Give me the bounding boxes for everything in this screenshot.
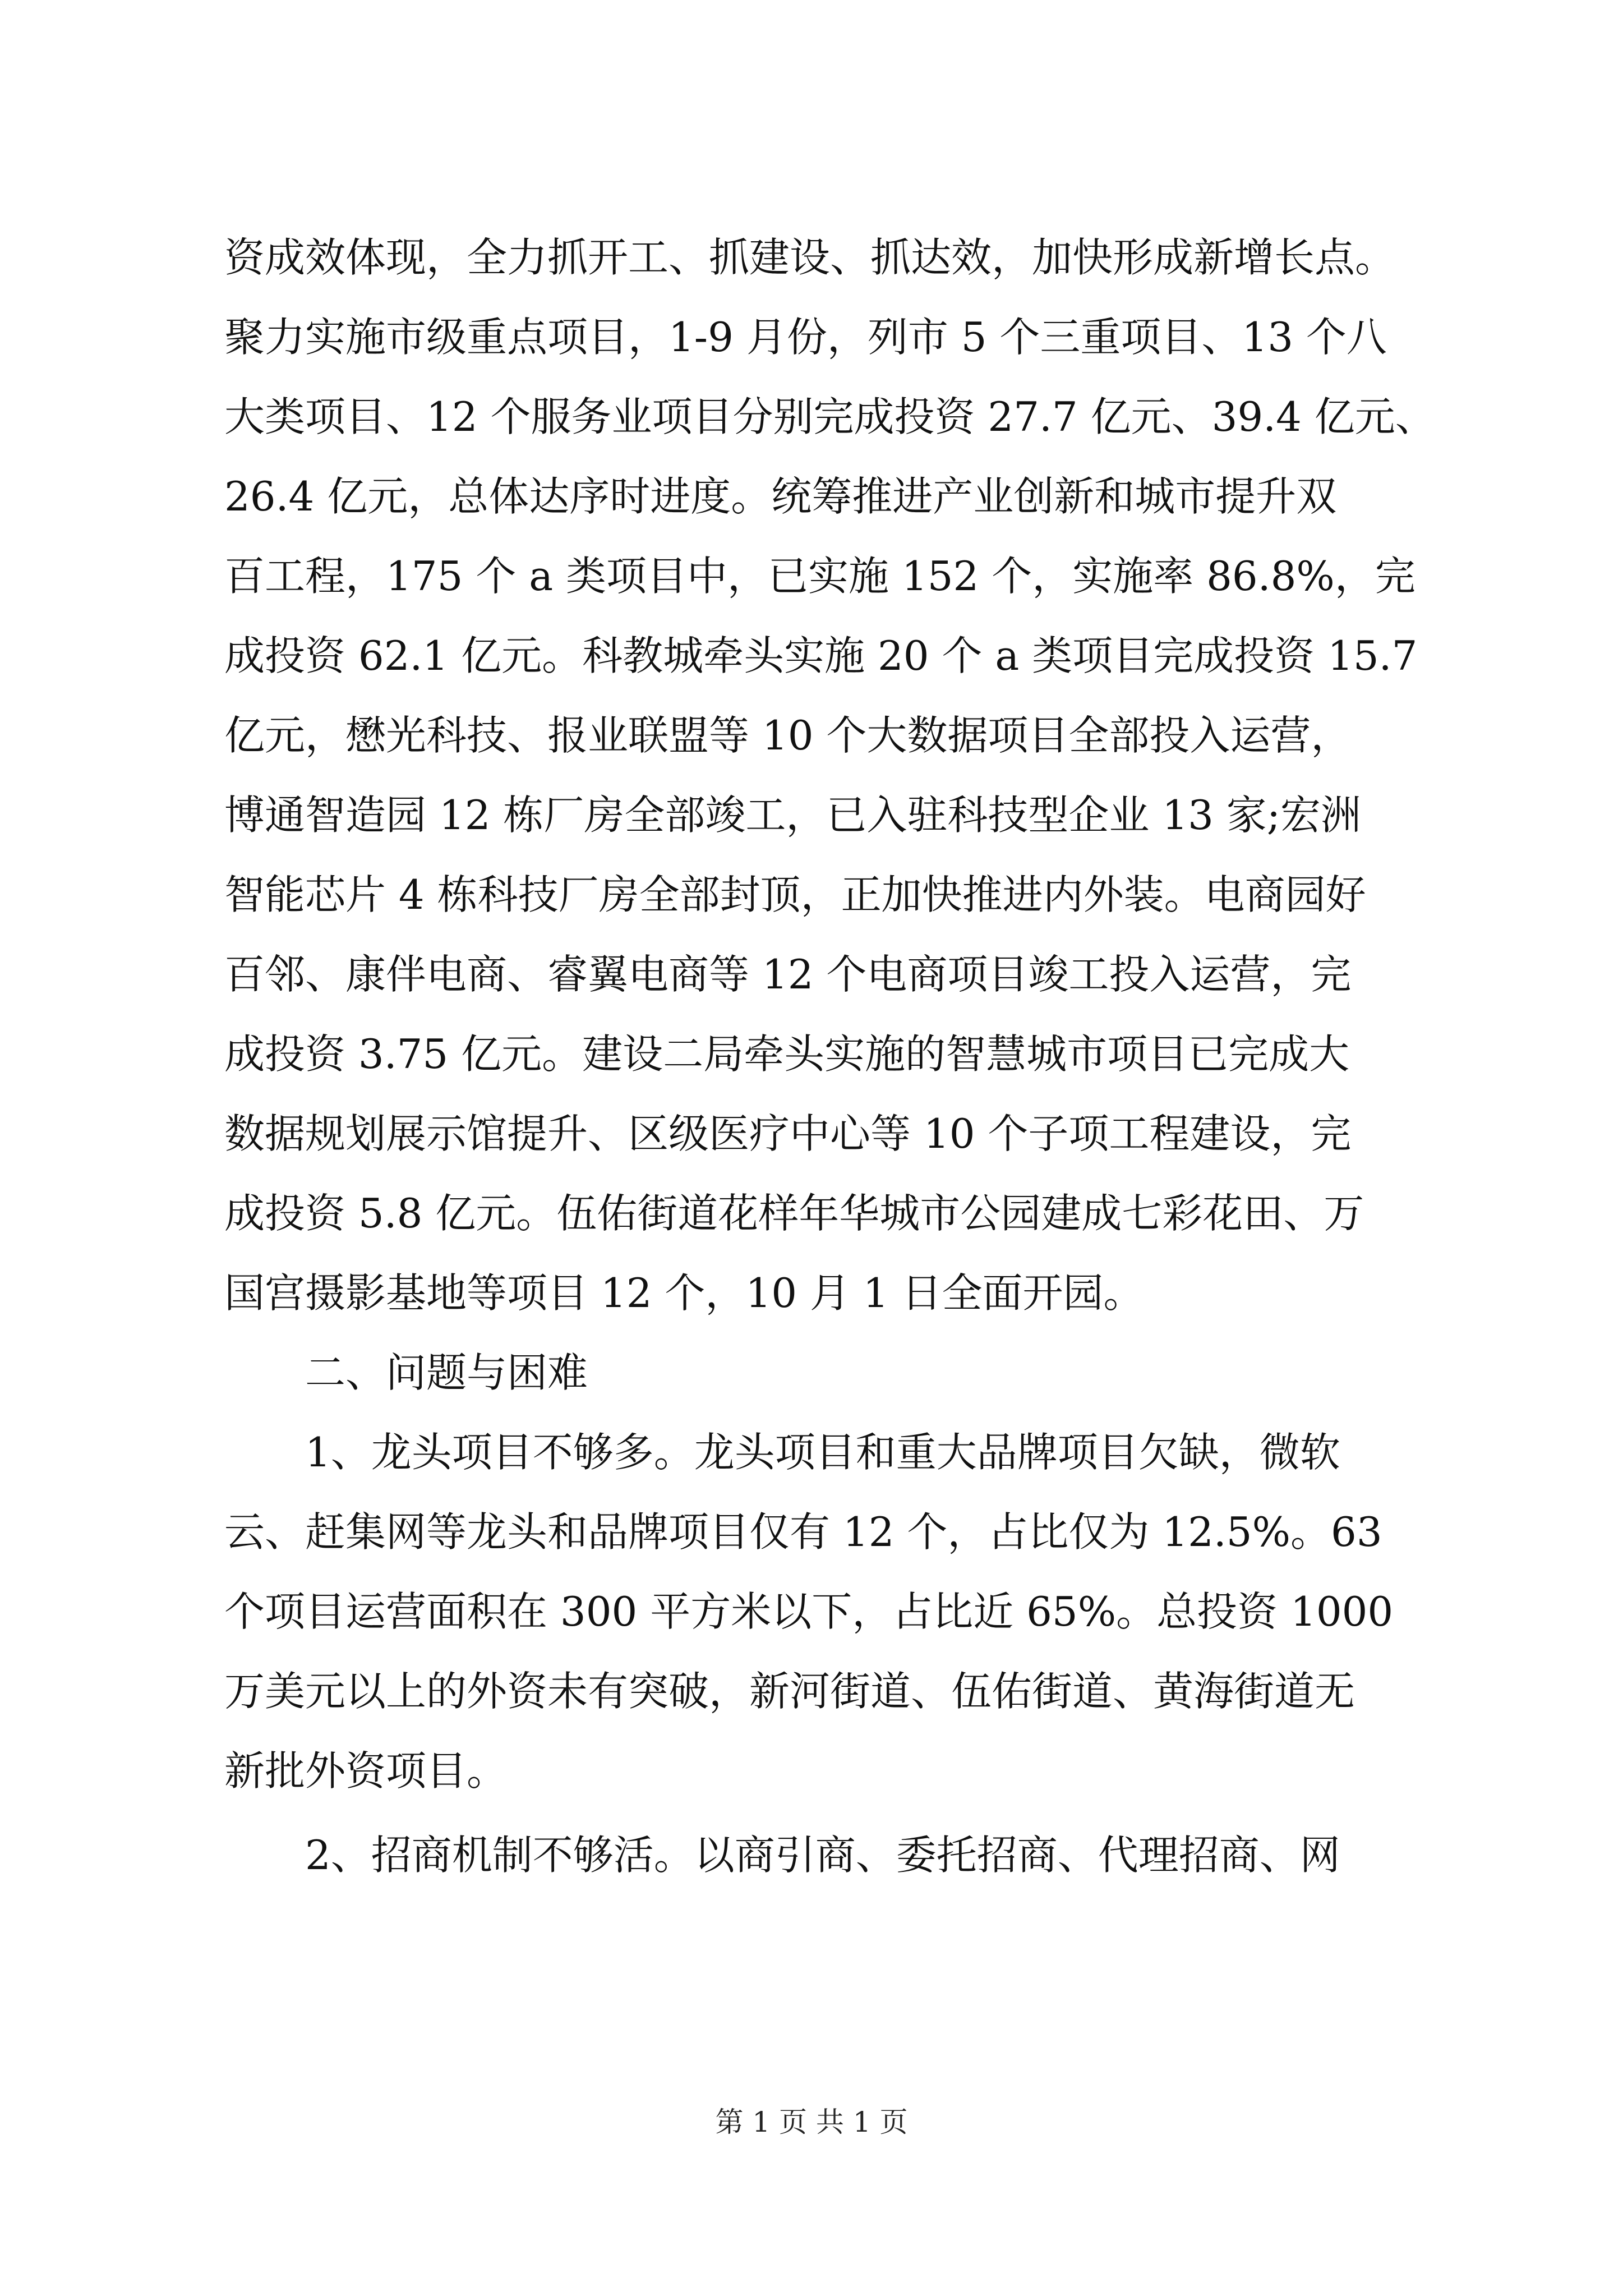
text-line: 亿元，懋光科技、报业联盟等 10 个大数据项目全部投入运营， [224, 712, 1352, 759]
text-line: 资成效体现，全力抓开工、抓建设、抓达效，加快形成新增长点。 [224, 234, 1396, 281]
text-line: 成投资 62.1 亿元。科教城牵头实施 20 个 a 类项目完成投资 15.7 [224, 632, 1418, 679]
text-line: 1、龙头项目不够多。龙头项目和重大品牌项目欠缺，微软 [305, 1429, 1340, 1476]
text-line: 成投资 3.75 亿元。建设二局牵头实施的智慧城市项目已完成大 [224, 1030, 1350, 1078]
text-line: 数据规划展示馆提升、区级医疗中心等 10 个子项工程建设，完 [224, 1110, 1352, 1157]
section-heading: 二、问题与困难 [305, 1349, 588, 1396]
text-line: 新批外资项目。 [224, 1747, 508, 1795]
text-line: 云、赶集网等龙头和品牌项目仅有 12 个，占比仅为 12.5%。63 [224, 1508, 1382, 1556]
text-line: 聚力实施市级重点项目，1-9 月份，列市 5 个三重项目、13 个八 [224, 314, 1387, 361]
text-line: 博通智造园 12 栋厂房全部竣工，已入驻科技型企业 13 家;宏洲 [224, 792, 1362, 839]
text-line: 智能芯片 4 栋科技厂房全部封顶，正加快推进内外装。电商园好 [224, 871, 1366, 918]
text-line: 26.4 亿元，总体达序时进度。统筹推进产业创新和城市提升双 [224, 473, 1337, 520]
text-line: 个项目运营面积在 300 平方米以下，占比近 65%。总投资 1000 [224, 1588, 1394, 1635]
page-number-label: 第 1 页 共 1 页 [715, 2106, 908, 2138]
text-line: 国宫摄影基地等项目 12 个，10 月 1 日全面开园。 [224, 1269, 1144, 1317]
text-line: 大类项目、12 个服务业项目分别完成投资 27.7 亿元、39.4 亿元、 [224, 393, 1436, 440]
document-body [224, 218, 1441, 1895]
text-line: 成投资 5.8 亿元。伍佑街道花样年华城市公园建成七彩花田、万 [224, 1190, 1364, 1237]
text-line: 百工程，175 个 a 类项目中，已实施 152 个，实施率 86.8%，完 [224, 553, 1415, 600]
text-line: 2、招商机制不够活。以商引商、委托招商、代理招商、网 [305, 1832, 1340, 1879]
text-line: 百邻、康伴电商、睿翼电商等 12 个电商项目竣工投入运营，完 [224, 951, 1352, 998]
page-footer [0, 2102, 1623, 2142]
text-line: 万美元以上的外资未有突破，新河街道、伍佑街道、黄海街道无 [224, 1668, 1355, 1715]
